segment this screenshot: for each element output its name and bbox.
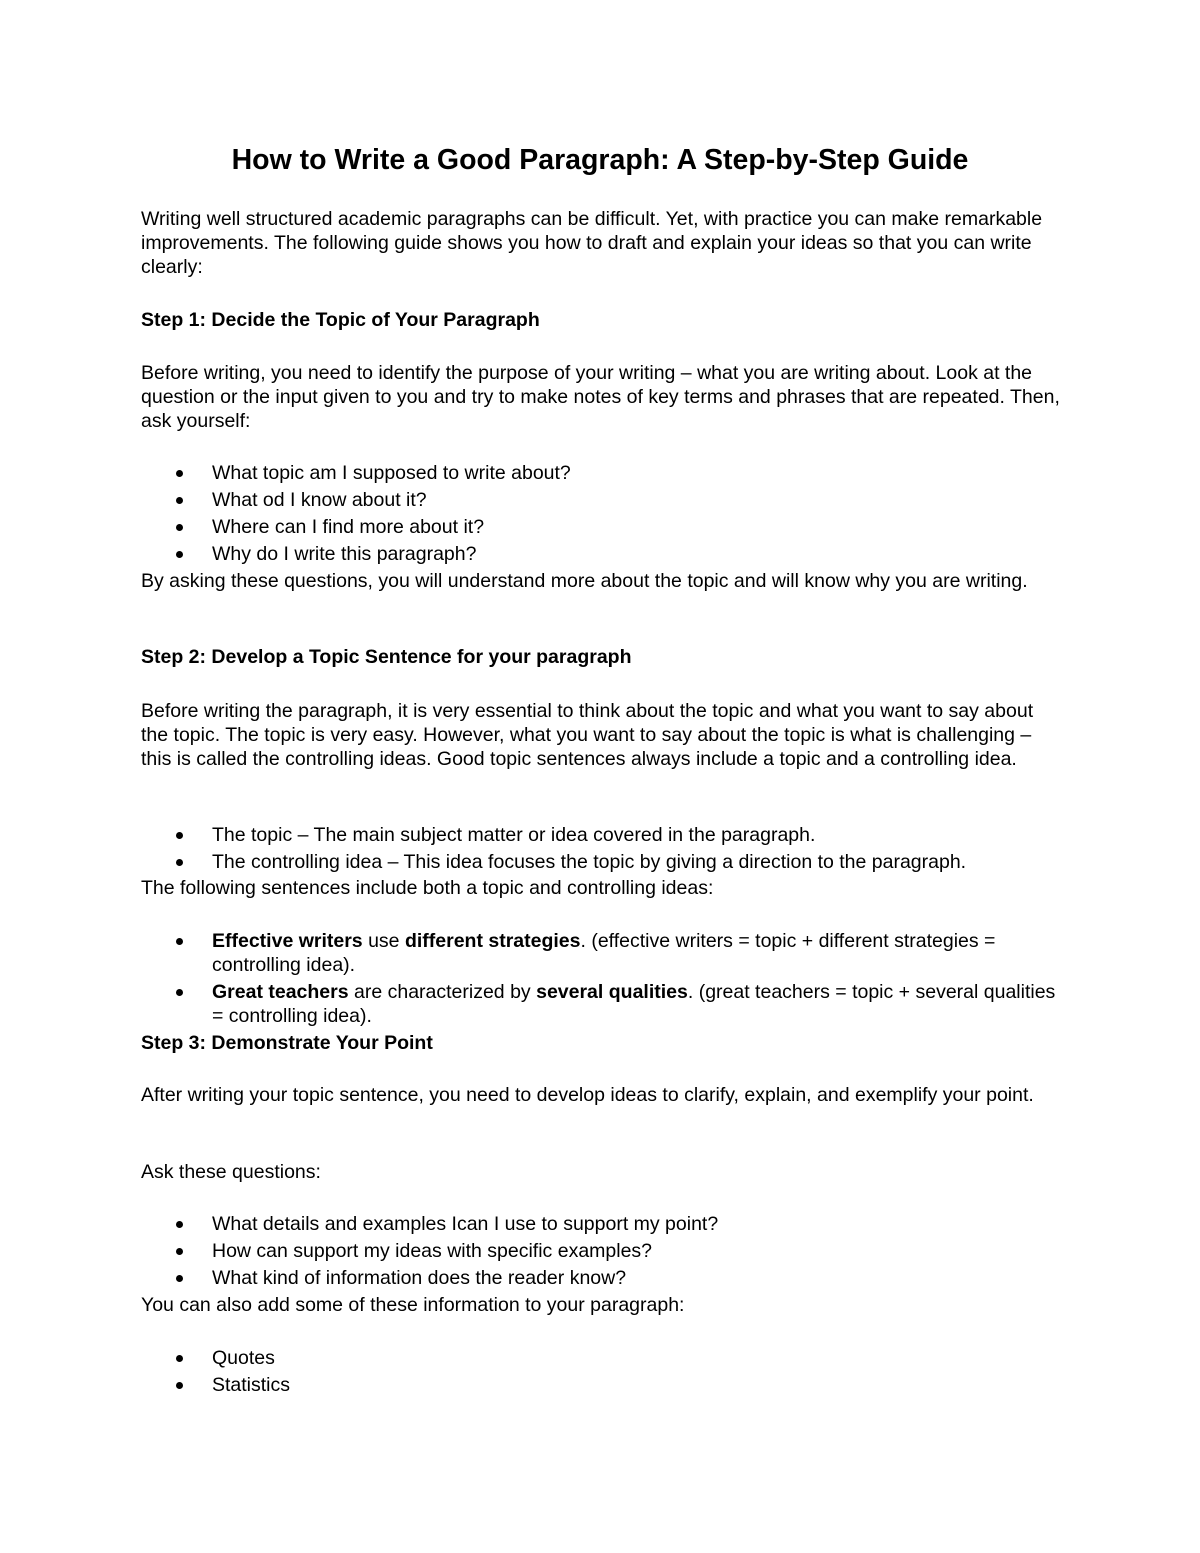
bullet-icon <box>176 524 183 531</box>
step2-closing: The following sentences include both a topic and controlling ideas: <box>141 877 714 899</box>
list-item: Great teachers are characterized by several qualities. (great teachers = topic + several qualities = controlling idea). <box>141 980 1061 1028</box>
list-item: How can support my ideas with specific examples? <box>141 1239 1061 1263</box>
step2-body: Before writing the paragraph, it is very essential to think about the topic and what you want to say about the topic. The topic is very easy. However, what you want to say about the topic is what is challenging – this is called the controlling ideas. Good topic sentences always include a topic and a controlling idea. <box>141 700 1034 770</box>
step2-bullet-list <box>141 823 1061 877</box>
step1-body: Before writing, you need to identify the purpose of your writing – what you are writing about. Look at the question or the input given to you and try to make notes of key terms and phrases that are repeated. Then, ask yourself: <box>141 362 1060 432</box>
list-item: Quotes <box>141 1346 1061 1370</box>
step1-bullet-list <box>141 461 1061 569</box>
list-item: The topic – The main subject matter or idea covered in the paragraph. <box>141 823 1061 847</box>
bullet-icon <box>176 1382 183 1389</box>
step2-example-list <box>141 929 1061 1031</box>
list-item: Why do I write this paragraph? <box>141 542 1061 566</box>
step3-extras-list <box>141 1346 1061 1400</box>
list-item: What od I know about it? <box>141 488 1061 512</box>
list-item: What kind of information does the reader know? <box>141 1266 1061 1290</box>
step1-closing: By asking these questions, you will understand more about the topic and will know why you are writing. <box>141 570 1028 592</box>
step3-closing: You can also add some of these information to your paragraph: <box>141 1294 685 1316</box>
bullet-icon <box>176 470 183 477</box>
step3-bullet-list <box>141 1212 1061 1293</box>
bullet-icon <box>176 938 183 945</box>
bullet-icon <box>176 859 183 866</box>
bullet-icon <box>176 989 183 996</box>
step1-heading: Step 1: Decide the Topic of Your Paragraph <box>141 309 540 331</box>
list-item: Effective writers use different strategies. (effective writers = topic + different strategies = controlling idea). <box>141 929 1061 977</box>
bullet-icon <box>176 1248 183 1255</box>
step3-heading: Step 3: Demonstrate Your Point <box>141 1032 433 1054</box>
bullet-icon <box>176 1275 183 1282</box>
step3-ask: Ask these questions: <box>141 1161 321 1183</box>
step2-heading: Step 2: Develop a Topic Sentence for your paragraph <box>141 646 632 668</box>
bullet-icon <box>176 551 183 558</box>
list-item: Statistics <box>141 1373 1061 1397</box>
bullet-icon <box>176 1221 183 1228</box>
list-item: The controlling idea – This idea focuses the topic by giving a direction to the paragraph. <box>141 850 1061 874</box>
step3-body: After writing your topic sentence, you need to develop ideas to clarify, explain, and exemplify your point. <box>141 1084 1034 1106</box>
intro-paragraph: Writing well structured academic paragraphs can be difficult. Yet, with practice you can make remarkable improvements. The following guide shows you how to draft and explain your ideas so that you can write clearly: <box>141 208 1043 278</box>
document-title: How to Write a Good Paragraph: A Step-by-Step Guide <box>231 144 969 176</box>
list-item: What details and examples Ican I use to support my point? <box>141 1212 1061 1236</box>
list-item: Where can I find more about it? <box>141 515 1061 539</box>
list-item: What topic am I supposed to write about? <box>141 461 1061 485</box>
bullet-icon <box>176 497 183 504</box>
bullet-icon <box>176 1355 183 1362</box>
bullet-icon <box>176 832 183 839</box>
